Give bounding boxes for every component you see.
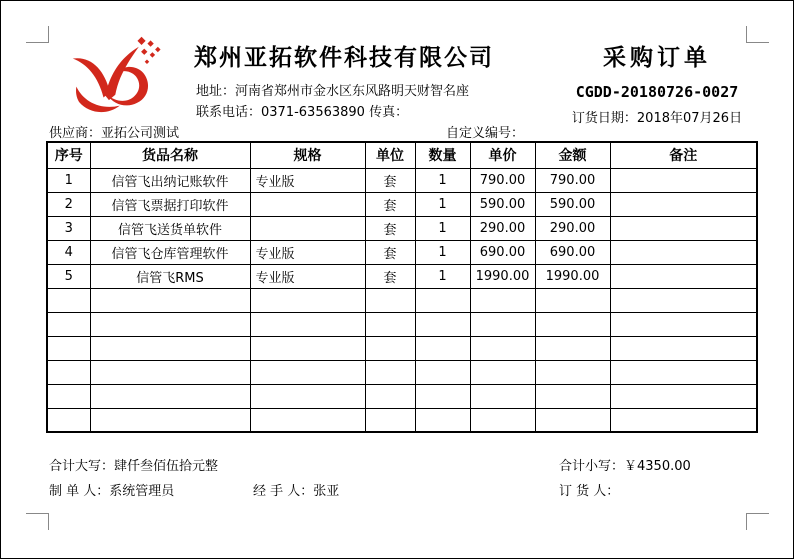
table-cell: 1	[415, 264, 470, 288]
order-table	[46, 141, 758, 433]
table-cell	[610, 360, 757, 384]
handler-line: 经 手 人：张亚	[253, 484, 340, 499]
table-cell	[415, 384, 470, 408]
table-cell	[90, 312, 250, 336]
table-row	[47, 360, 757, 384]
table-cell	[90, 408, 250, 432]
table-cell	[610, 240, 757, 264]
table-cell	[535, 288, 610, 312]
table-cell: 590.00	[535, 192, 610, 216]
table-cell	[250, 312, 365, 336]
table-row	[47, 168, 757, 192]
table-cell	[610, 384, 757, 408]
table-cell: 4	[47, 240, 90, 264]
table-cell	[47, 288, 90, 312]
table-cell	[90, 336, 250, 360]
crop-mark-bottom-right	[746, 513, 769, 530]
table-cell: 5	[47, 264, 90, 288]
table-cell: 2	[47, 192, 90, 216]
table-cell	[415, 336, 470, 360]
document-title: 采购订单	[603, 45, 711, 71]
table-cell	[250, 192, 365, 216]
order-date: 订货日期：2018年07月26日	[571, 111, 743, 126]
crop-mark-top-right	[746, 26, 769, 43]
table-cell	[90, 384, 250, 408]
column-header: 货品名称	[90, 142, 250, 168]
table-cell: 690.00	[470, 240, 535, 264]
table-cell: 1	[415, 192, 470, 216]
table-cell	[610, 288, 757, 312]
table-row	[47, 216, 757, 240]
order-header-block	[566, 39, 748, 126]
table-cell: 790.00	[535, 168, 610, 192]
table-cell	[535, 360, 610, 384]
table-cell	[415, 360, 470, 384]
table-cell	[365, 312, 415, 336]
custom-number-label: 自定义编号：	[446, 126, 525, 141]
table-cell: 790.00	[470, 168, 535, 192]
table-cell: 290.00	[535, 216, 610, 240]
table-header-row	[47, 142, 757, 168]
table-cell	[610, 336, 757, 360]
table-cell: 套	[365, 240, 415, 264]
table-row	[47, 312, 757, 336]
crop-mark-top-left	[26, 26, 49, 43]
table-row	[47, 264, 757, 288]
table-cell	[610, 192, 757, 216]
table-cell	[47, 336, 90, 360]
table-cell	[610, 312, 757, 336]
column-header: 单位	[365, 142, 415, 168]
table-cell	[365, 408, 415, 432]
table-cell: 690.00	[535, 240, 610, 264]
table-cell	[47, 360, 90, 384]
table-cell: 专业版	[250, 168, 365, 192]
table-cell	[250, 408, 365, 432]
company-name: 郑州亚拓软件科技有限公司	[194, 45, 494, 71]
table-cell: 专业版	[250, 240, 365, 264]
table-cell	[365, 384, 415, 408]
table-cell	[610, 264, 757, 288]
table-cell: 590.00	[470, 192, 535, 216]
table-cell	[470, 336, 535, 360]
table-cell	[470, 360, 535, 384]
table-cell	[47, 408, 90, 432]
table-cell: 信管飞仓库管理软件	[90, 240, 250, 264]
table-cell	[535, 312, 610, 336]
address-line: 地址：河南省郑州市金水区东风路明天财智名座	[196, 84, 470, 99]
table-row	[47, 288, 757, 312]
table-cell: 1	[415, 216, 470, 240]
table-cell	[90, 360, 250, 384]
table-cell: 1	[415, 168, 470, 192]
table-cell	[470, 312, 535, 336]
table-cell	[365, 336, 415, 360]
table-cell: 信管飞RMS	[90, 264, 250, 288]
column-header: 数量	[415, 142, 470, 168]
table-cell: 套	[365, 216, 415, 240]
maker-line: 制 单 人：系统管理员	[49, 484, 175, 499]
table-cell	[610, 216, 757, 240]
table-cell: 1	[47, 168, 90, 192]
supplier-line: 供应商：亚拓公司测试	[49, 126, 180, 141]
table-row	[47, 384, 757, 408]
table-cell	[250, 384, 365, 408]
table-cell	[250, 288, 365, 312]
table-cell: 290.00	[470, 216, 535, 240]
table-cell	[250, 216, 365, 240]
table-cell: 信管飞票据打印软件	[90, 192, 250, 216]
table-row	[47, 240, 757, 264]
table-cell: 信管飞送货单软件	[90, 216, 250, 240]
column-header: 备注	[610, 142, 757, 168]
table-cell	[610, 408, 757, 432]
table-cell	[47, 384, 90, 408]
table-cell: 专业版	[250, 264, 365, 288]
table-cell: 1990.00	[535, 264, 610, 288]
table-cell: 套	[365, 264, 415, 288]
crop-mark-bottom-left	[26, 513, 49, 530]
table-cell	[415, 408, 470, 432]
table-row	[47, 336, 757, 360]
table-cell: 套	[365, 168, 415, 192]
table-cell	[250, 336, 365, 360]
table-cell	[470, 408, 535, 432]
table-cell	[610, 168, 757, 192]
total-in-words: 合计大写：肆仟叁佰伍拾元整	[49, 459, 219, 474]
table-cell	[415, 288, 470, 312]
column-header: 金额	[535, 142, 610, 168]
column-header: 规格	[250, 142, 365, 168]
table-cell	[535, 336, 610, 360]
order-number: CGDD-20180726-0027	[575, 83, 739, 101]
table-cell	[535, 384, 610, 408]
table-cell	[535, 408, 610, 432]
table-cell	[470, 288, 535, 312]
table-cell: 信管飞出纳记账软件	[90, 168, 250, 192]
column-header: 单价	[470, 142, 535, 168]
table-cell: 1990.00	[470, 264, 535, 288]
orderer-line: 订 货 人：	[559, 484, 620, 499]
phone-fax-line: 联系电话：0371-63563890 传真：	[196, 105, 409, 120]
table-cell	[365, 288, 415, 312]
table-cell	[365, 360, 415, 384]
table-cell: 套	[365, 192, 415, 216]
company-logo	[59, 35, 177, 121]
table-cell	[415, 312, 470, 336]
table-cell	[470, 384, 535, 408]
table-cell	[47, 312, 90, 336]
table-cell: 3	[47, 216, 90, 240]
table-cell	[90, 288, 250, 312]
table-cell	[250, 360, 365, 384]
table-row	[47, 192, 757, 216]
column-header: 序号	[47, 142, 90, 168]
table-row	[47, 408, 757, 432]
table-cell: 1	[415, 240, 470, 264]
total-in-figures: 合计小写：￥4350.00	[559, 459, 691, 474]
